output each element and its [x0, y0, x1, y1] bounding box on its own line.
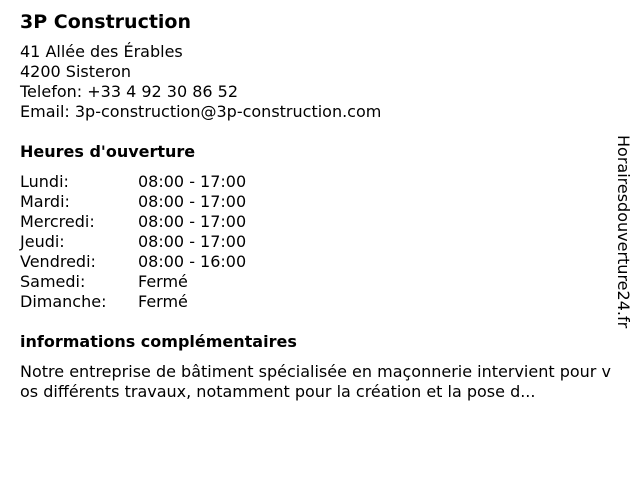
- hours-row-wednesday: [20, 212, 610, 232]
- day-label: Dimanche:: [20, 292, 107, 311]
- day-hours: 08:00 - 17:00: [138, 212, 247, 231]
- day-hours: 08:00 - 17:00: [138, 232, 247, 251]
- email-address: Email: 3p-construction@3p-construction.com: [20, 102, 382, 121]
- opening-hours-title: Heures d'ouverture: [20, 142, 196, 161]
- hours-row-tuesday: [20, 192, 610, 212]
- business-card: [20, 10, 610, 402]
- day-label: Vendredi:: [20, 252, 96, 271]
- hours-row-friday: [20, 252, 610, 272]
- hours-row-saturday: [20, 272, 610, 292]
- company-name: 3P Construction: [20, 11, 192, 33]
- additional-info-title: informations complémentaires: [20, 332, 297, 351]
- additional-info-text: Notre entreprise de bâtiment spécialisée en maçonnerie intervient pour vos différents travaux, notamment pour la création et la pose d...: [20, 362, 611, 401]
- day-label: Samedi:: [20, 272, 86, 291]
- opening-hours-list: [20, 172, 610, 312]
- day-hours: 08:00 - 16:00: [138, 252, 247, 271]
- day-label: Lundi:: [20, 172, 69, 191]
- day-hours: Fermé: [138, 292, 188, 311]
- site-watermark: Horairesdouverture24.fr: [614, 135, 633, 329]
- day-label: Jeudi:: [20, 232, 65, 251]
- day-hours: 08:00 - 17:00: [138, 172, 247, 191]
- address-line-2: 4200 Sisteron: [20, 62, 132, 81]
- day-label: Mardi:: [20, 192, 70, 211]
- hours-row-sunday: [20, 292, 610, 312]
- phone-number: Telefon: +33 4 92 30 86 52: [20, 82, 239, 101]
- day-hours: 08:00 - 17:00: [138, 192, 247, 211]
- address-line-1: 41 Allée des Érables: [20, 42, 183, 61]
- day-hours: Fermé: [138, 272, 188, 291]
- hours-row-monday: [20, 172, 610, 192]
- hours-row-thursday: [20, 232, 610, 252]
- day-label: Mercredi:: [20, 212, 95, 231]
